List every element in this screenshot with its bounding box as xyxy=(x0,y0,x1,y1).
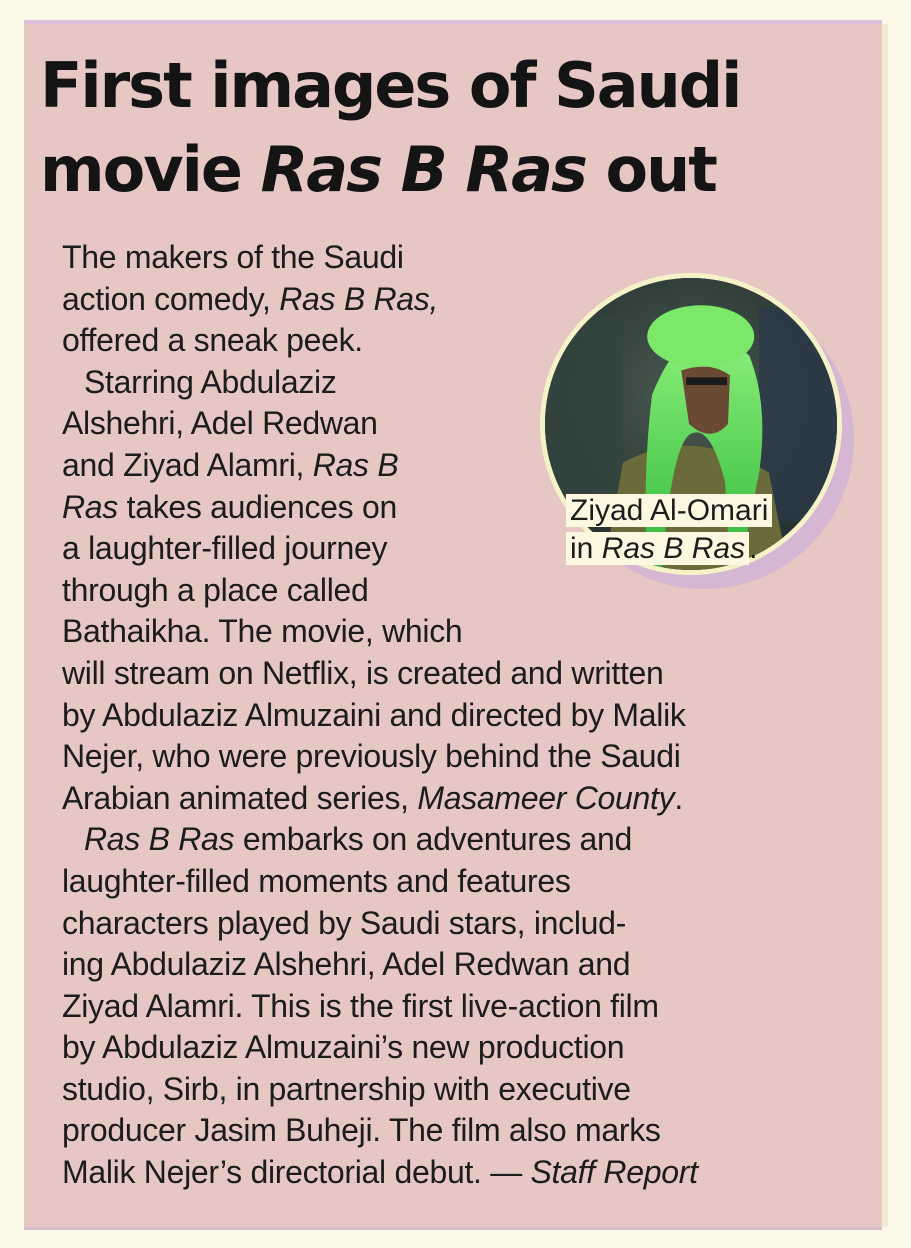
body-text: offered a sneak peek. xyxy=(62,322,363,359)
body-text: Bathaikha. The movie, which xyxy=(62,613,463,650)
headline xyxy=(40,44,740,212)
body-text: Ziyad Alamri. This is the first live-action film xyxy=(62,987,659,1024)
photo-caption xyxy=(566,492,772,568)
body-text: takes audiences on xyxy=(118,488,397,525)
body-text: Malik Nejer’s directorial debut. — xyxy=(62,1154,531,1191)
body-italic-text: Ras B Ras xyxy=(84,821,235,858)
body-text: ing Abdulaziz Alshehri, Adel Redwan and xyxy=(62,946,631,983)
body-line xyxy=(62,611,698,653)
body-text: Nejer, who were previously behind the Saudi xyxy=(62,738,681,775)
body-line xyxy=(62,1152,698,1194)
headline-line-2-pre: movie xyxy=(40,133,261,206)
body-line xyxy=(62,944,698,986)
body-italic-text: Ras B xyxy=(312,446,399,483)
body-text: Starring Abdulaziz xyxy=(84,363,337,400)
body-text: embarks on adventures and xyxy=(234,821,633,858)
body-italic-text: Ras B Ras, xyxy=(279,280,439,317)
caption-line-2-post: . xyxy=(749,532,758,565)
body-line xyxy=(62,986,698,1028)
body-line xyxy=(62,695,698,737)
body-text: Alshehri, Adel Redwan xyxy=(62,405,378,442)
body-text: will stream on Netflix, is created and written xyxy=(62,654,664,691)
body-text: by Abdulaziz Almuzaini and directed by Malik xyxy=(62,696,686,733)
body-text: and Ziyad Alamri, xyxy=(62,446,313,483)
body-line xyxy=(62,653,698,695)
headline-line-1: First images of Saudi xyxy=(40,49,741,122)
body-italic-text: Staff Report xyxy=(530,1154,698,1191)
caption-line-1: Ziyad Al-Omari xyxy=(566,494,772,527)
body-text: by Abdulaziz Almuzaini’s new production xyxy=(62,1029,625,1066)
headline-line-2-post: out xyxy=(585,133,716,206)
body-line xyxy=(62,861,698,903)
body-text: studio, Sirb, in partnership with executive xyxy=(62,1070,631,1107)
body-text: . xyxy=(674,779,683,816)
body-line xyxy=(62,903,698,945)
body-text: action comedy, xyxy=(62,280,280,317)
body-text: producer Jasim Buheji. The film also marks xyxy=(62,1112,661,1149)
caption-line-2 xyxy=(566,532,749,565)
body-italic-text: Masameer County xyxy=(417,779,675,816)
caption-line-2-pre: in xyxy=(570,532,602,565)
body-italic-text: Ras xyxy=(62,488,119,525)
body-line xyxy=(62,1069,698,1111)
body-line xyxy=(62,778,698,820)
body-line xyxy=(62,1110,698,1152)
body-line xyxy=(62,736,698,778)
body-text: laughter-filled moments and features xyxy=(62,862,571,899)
body-text: through a place called xyxy=(62,571,369,608)
headline-movie-title: Ras B Ras xyxy=(260,133,586,206)
body-line xyxy=(62,819,698,861)
body-line xyxy=(62,1027,698,1069)
body-text: Arabian animated series, xyxy=(62,779,418,816)
body-text: a laughter-filled journey xyxy=(62,530,388,567)
caption-movie-title: Ras B Ras xyxy=(601,532,746,565)
body-text: The makers of the Saudi xyxy=(62,239,404,275)
body-text: characters played by Saudi stars, includ- xyxy=(62,904,626,941)
